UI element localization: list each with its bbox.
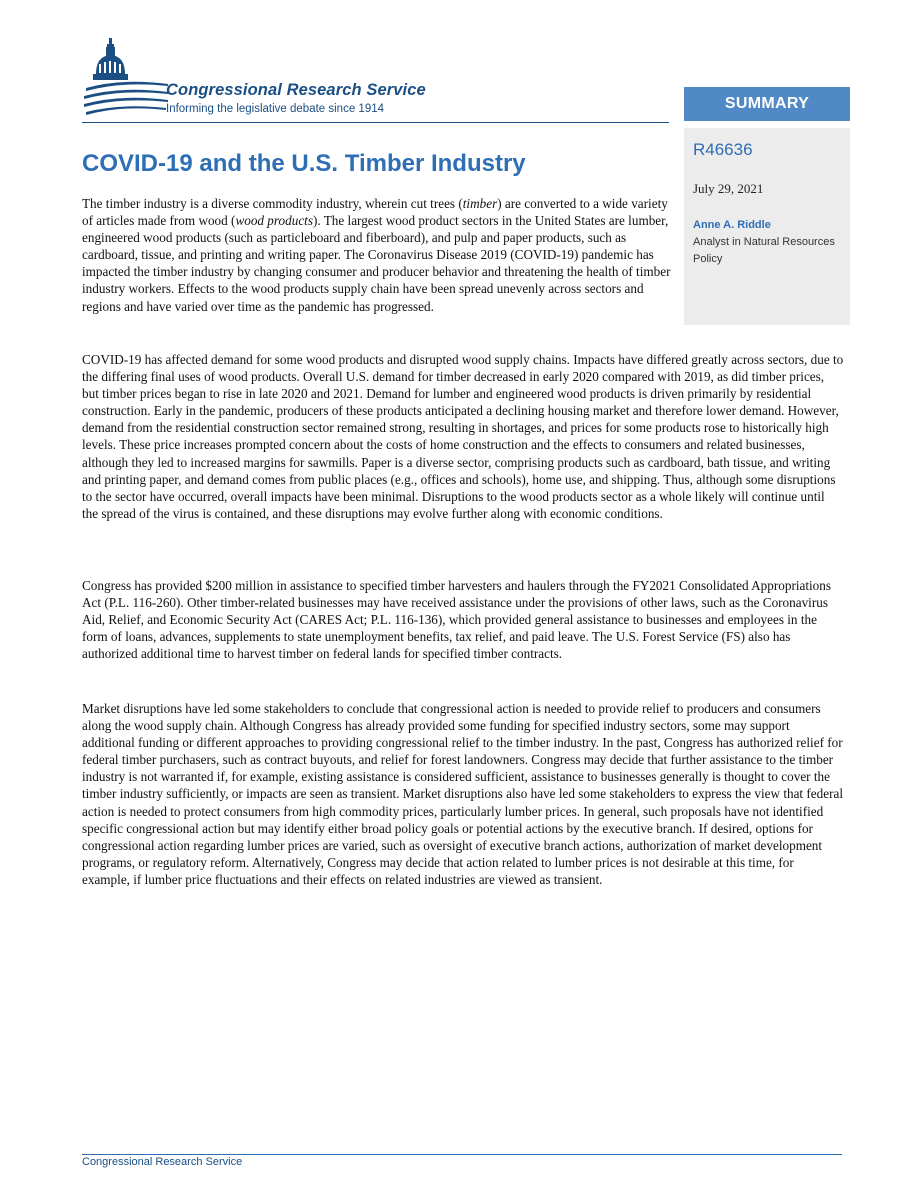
intro-term-timber: timber [462, 196, 498, 211]
body-paragraph-2-text: Congress has provided $200 million in assistance to specified timber harvesters and haulers through the FY2021 Consolidated Appropriations Act (P.L. 116-260). Other timber-related businesses may have received assistance under the provisions of other laws, such as the Coronavirus Aid, Relief, and Economic Security Act (CARES Act; P.L. 116-136), which provided general assistance to businesses and employees in the form of loans, advances, supplements to state unemployment benefits, tax relief, and paid leave. The U.S. Forest Service (FS) also has authorized additional time to harvest timber on federal lands for specified timber contracts. [82, 578, 831, 662]
org-tagline: Informing the legislative debate since 1914 [166, 103, 385, 115]
intro-text-2: ) are converted to a wide variety of articles made from wood ( [82, 196, 668, 229]
summary-banner: SUMMARY [684, 87, 850, 121]
org-name: Congressional Research Service [166, 81, 426, 99]
body-paragraph-3-text: Market disruptions have led some stakeholders to conclude that congressional action is needed to provide relief to producers and consumers along the wood supply chain. Although Congress has already provided some funding for specified industry sectors, some may support additional funding or different approaches to providing congressional relief to the timber industry. In the past, Congress has authorized relief for federal timber purchasers, such as contract buyouts, and relief for forest landowners. Congress may decide that further assistance to the timber industry is not warranted if, for example, existing assistance is considered sufficient, assistance to businesses generally is thought to cover the timber industry sufficiently, or impacts are seen as transient. Market disruptions also have led some stakeholders to express the view that federal action is needed to protect consumers from high commodity prices, particularly lumber prices. In general, such proposals have not identified specific congressional action but may identify either broad policy goals or potential actions by the executive branch. If desired, options for congressional action regarding lumber prices are varied, such as oversight of executive branch actions, authorization of market development programs, or regulatory reform. Alternatively, Congress may decide that action related to lumber prices is not desirable at this time, for example, if lumber price fluctuations and their effects on related industries are viewed as transient. [82, 701, 843, 887]
body-paragraph-assistance [82, 577, 844, 662]
author-title: Analyst in Natural Resources Policy [693, 236, 835, 265]
crs-capitol-dome-logo-icon [82, 34, 172, 124]
document-title: COVID-19 and the U.S. Timber Industry [82, 150, 526, 177]
report-number: R46636 [693, 140, 753, 159]
author-name: Anne A. Riddle [693, 219, 771, 231]
body-paragraph-options [82, 700, 844, 888]
footer-text: Congressional Research Service [82, 1156, 243, 1168]
intro-term-wood-products: wood products [235, 213, 313, 229]
report-date: July 29, 2021 [693, 181, 764, 196]
body-paragraph-impacts [82, 351, 844, 522]
intro-paragraph [82, 195, 672, 315]
body-paragraph-1-text: COVID-19 has affected demand for some wood products and disrupted wood supply chains. Impacts have differed greatly across sectors, due to the differing final uses of wood products. Overall U.S. demand for timber decreased in early 2020 compared with 2019, as did timber prices, but timber prices began to rise in late 2020 and 2021. Demand for lumber and engineered wood products is driven primarily by residential construction. Early in the pandemic, producers of these products anticipated a declining housing market and therefore lower demand. However, demand from the residential construction sector remained strong, resulting in shortages, and prices for some products rose to historically high levels. These price increases prompted concern about the costs of home construction and the effects to consumers and related businesses, although they led to increased margins for sawmills. Paper is a diverse sector, comprising products such as cardboard, bath tissue, and writing and printing paper, and demand comes from public places (e.g., offices and schools), home use, and shipping. Thus, although some disruptions to the sector have occurred, overall impacts have been minimal. Disruptions to the wood products sector as a whole likely will continue until the spread of the virus is contained, and these disruptions may evolve further along with economic conditions. [82, 352, 844, 521]
footer-divider [82, 1154, 842, 1155]
header-divider [82, 122, 669, 123]
intro-text-1: The timber industry is a diverse commodity industry, wherein cut trees ( [82, 196, 463, 211]
intro-text-3: ). The largest wood product sectors in the United States are lumber, engineered wood products (such as particleboard and fiberboard), and pulp and paper products, such as cardboard, tissue, and printing and writing paper. The Coronavirus Disease 2019 (COVID-19) pandemic has impacted the timber industry by changing consumer and producer behavior and threatening the health of timber industry workers. Effects to the wood products supply chain have been spread unevenly across sectors and regions and have varied over time as the pandemic has progressed. [82, 213, 671, 314]
